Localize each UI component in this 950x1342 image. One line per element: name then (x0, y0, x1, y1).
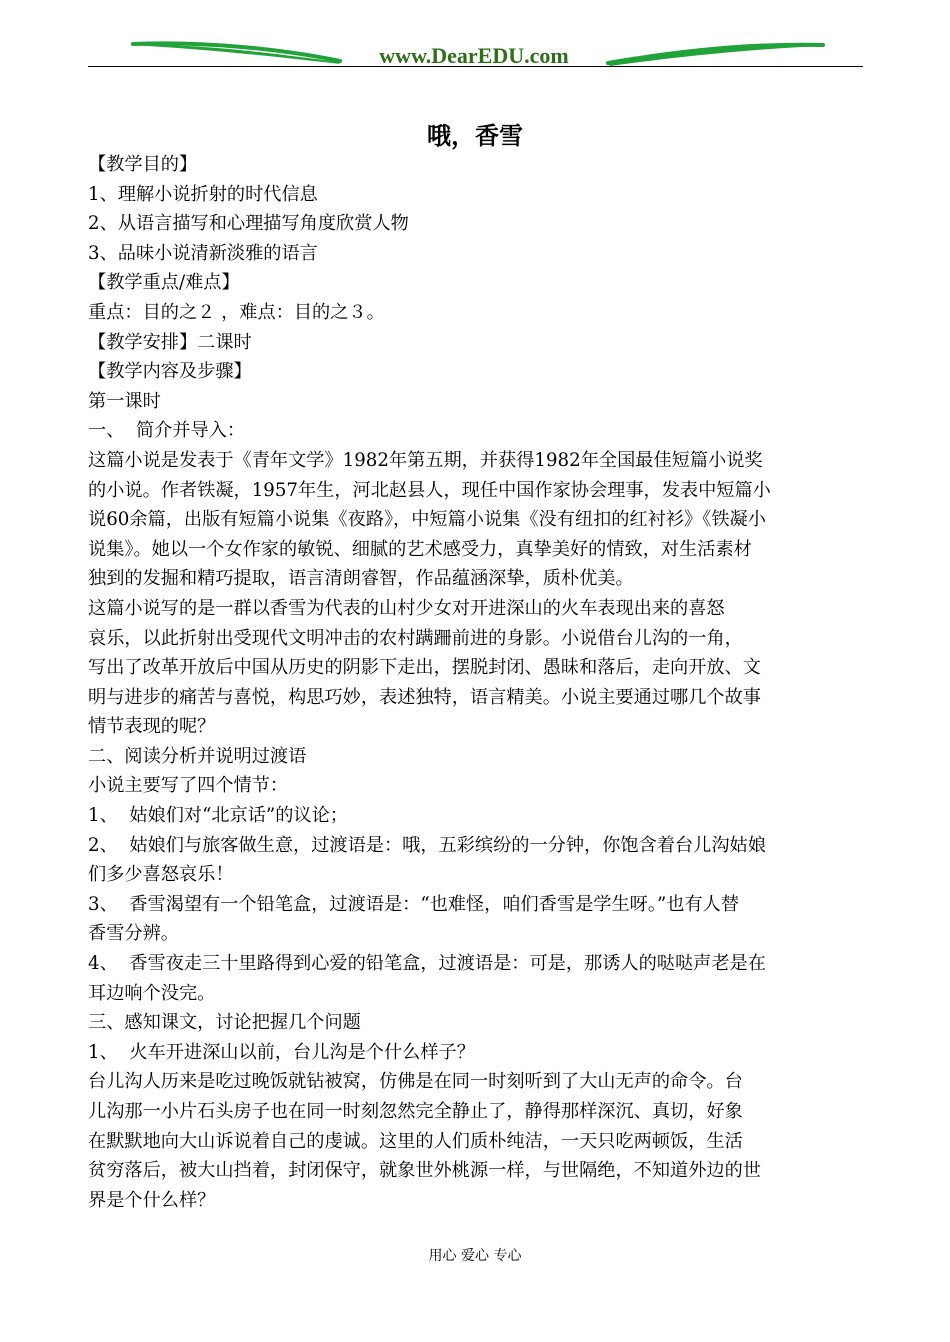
text-line: 【教学重点/难点】 (88, 272, 240, 294)
text-line: 独到的发掘和精巧提取，语言清朗睿智，作品蕴涵深挚，质朴优美。 (88, 568, 634, 590)
text-line: 哀乐，以此折射出受现代文明冲击的农村蹒跚前进的身影。小说借台儿沟的一角， (88, 627, 743, 649)
text-line: 【教学目的】 (88, 154, 198, 175)
text-line: 们多少喜怒哀乐！ (88, 864, 234, 886)
text-line: 界是个什么样？ (88, 1189, 216, 1211)
text-line: 【教学内容及步骤】 (88, 361, 252, 383)
text-line: 这篇小说写的是一群以香雪为代表的山村少女对开进深山的火车表现出来的喜怒 (88, 597, 725, 619)
text-line: 1、理解小说折射的时代信息 (88, 183, 318, 205)
document-body (88, 150, 863, 1215)
text-line: 儿沟那一小片石头房子也在同一时刻忽然完全静止了，静得那样深沉、真切，好象 (88, 1101, 743, 1122)
text-line: 明与进步的痛苦与喜悦，构思巧妙，表述独特，语言精美。小说主要通过哪几个故事 (88, 686, 761, 708)
text-line: 第一课时 (88, 390, 161, 412)
text-line: 3、品味小说清新淡雅的语言 (88, 242, 318, 264)
text-line: 的小说。作者铁凝，1957年生，河北赵县人，现任中国作家协会理事，发表中短篇小 (88, 479, 771, 501)
text-line: 2、 姑娘们与旅客做生意，过渡语是：哦，五彩缤纷的一分钟，你饱含着台儿沟姑娘 (88, 834, 766, 856)
text-line: 【教学安排】二课时 (88, 331, 252, 353)
text-line: 小说主要写了四个情节： (88, 775, 289, 797)
text-line: 重点：目的之２ ，难点：目的之３。 (88, 301, 385, 323)
text-line: 2、从语言描写和心理描写角度欣赏人物 (88, 213, 409, 235)
text-line: 二、阅读分析并说明过渡语 (88, 745, 307, 767)
text-line: 情节表现的呢？ (88, 716, 216, 738)
text-line: 3、 香雪渴望有一个铅笔盒，过渡语是：“也难怪，咱们香雪是学生呀。”也有人替 (88, 893, 740, 915)
text-line: 1、 火车开进深山以前，台儿沟是个什么样子？ (88, 1041, 475, 1063)
site-logo-text: www.DearEDU.com (379, 43, 569, 68)
text-line: 在默默地向大山诉说着自己的虔诚。这里的人们质朴纯洁，一天只吃两顿饭，生活 (88, 1130, 743, 1152)
text-line: 台儿沟人历来是吃过晚饭就钻被窝，仿佛是在同一时刻听到了大山无声的命令。台 (88, 1071, 743, 1093)
header-rule (88, 66, 863, 67)
text-line: 这篇小说是发表于《青年文学》1982年第五期，并获得1982年全国最佳短篇小说奖 (88, 449, 763, 471)
document-title: 哦，香雪 (427, 121, 523, 150)
text-line: 贫穷落后，被大山挡着，封闭保守，就象世外桃源一样，与世隔绝，不知道外边的世 (88, 1160, 761, 1182)
text-line: 说集》。她以一个女作家的敏锐、细腻的艺术感受力，真挚美好的情致，对生活素材 (88, 538, 752, 560)
text-line: 1、 姑娘们对“北京话”的议论； (88, 805, 348, 827)
text-line: 一、 简介并导入： (88, 420, 246, 442)
text-line: 三、感知课文，讨论把握几个问题 (88, 1012, 361, 1034)
text-line: 写出了改革开放后中国从历史的阴影下走出，摆脱封闭、愚昧和落后，走向开放、文 (88, 657, 761, 679)
text-line: 4、 香雪夜走三十里路得到心爱的铅笔盒，过渡语是：可是，那诱人的哒哒声老是在 (88, 953, 766, 975)
text-line: 耳边响个没完。 (88, 982, 216, 1004)
text-line: 香雪分辨。 (88, 923, 179, 945)
text-line: 说60余篇，出版有短篇小说集《夜路》，中短篇小说集《没有纽扣的红衬衫》《铁凝小 (88, 509, 766, 531)
page-footer: 用心 爱心 专心 (428, 1248, 522, 1264)
